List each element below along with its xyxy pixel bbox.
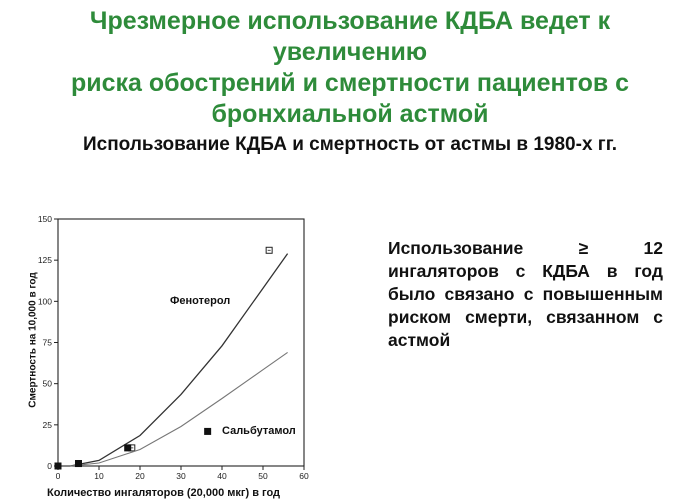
y-tick-label: 100: [37, 296, 52, 307]
slide-title-line-3: бронхиальной астмой: [211, 100, 489, 128]
y-axis-label: Смертность на 10,000 в год: [27, 272, 39, 408]
y-tick-label: 50: [42, 378, 52, 389]
salbutamol-curve: [70, 352, 287, 466]
x-tick-label: 30: [176, 471, 186, 481]
x-tick-label: 40: [217, 471, 227, 481]
slide-title-line-1: Чрезмерное использование КДБА ведет к увеличению: [89, 7, 611, 66]
salbutamol-point: [125, 445, 131, 451]
slide-title: [10, 6, 690, 130]
x-tick-label: 0: [55, 471, 61, 481]
series-label-fenoterol: Фенотерол: [170, 295, 231, 307]
y-tick-label: 125: [37, 255, 52, 266]
y-tick-label: 25: [42, 419, 52, 430]
x-tick-label: 10: [94, 471, 104, 481]
x-axis-label: Количество ингаляторов (20,000 мкг) в год: [47, 487, 281, 499]
chart-area: [0, 200, 340, 504]
x-tick-label: 20: [135, 471, 145, 481]
y-tick-label: 150: [37, 214, 52, 224]
salbutamol-point: [205, 428, 211, 434]
salbutamol-point: [76, 461, 82, 467]
slide-title-line-2: риска обострений и смертности пациентов с: [70, 69, 630, 97]
x-tick-label: 60: [299, 471, 309, 481]
x-tick-label: 50: [258, 471, 268, 481]
y-tick-label: 75: [42, 337, 52, 348]
series-label-salbutamol: Сальбутамол: [222, 425, 296, 437]
salbutamol-point: [55, 463, 61, 469]
y-tick-label: 0: [47, 461, 52, 471]
chart-svg: [0, 200, 340, 504]
chart-heading: Использование КДБА и смертность от астмы в 1980-х гг.: [82, 134, 617, 155]
statement-text: Использование ≥ 12 ингаляторов с КДБА в год было связано с повышенным риском смерти, связанном с астмой: [388, 238, 663, 350]
